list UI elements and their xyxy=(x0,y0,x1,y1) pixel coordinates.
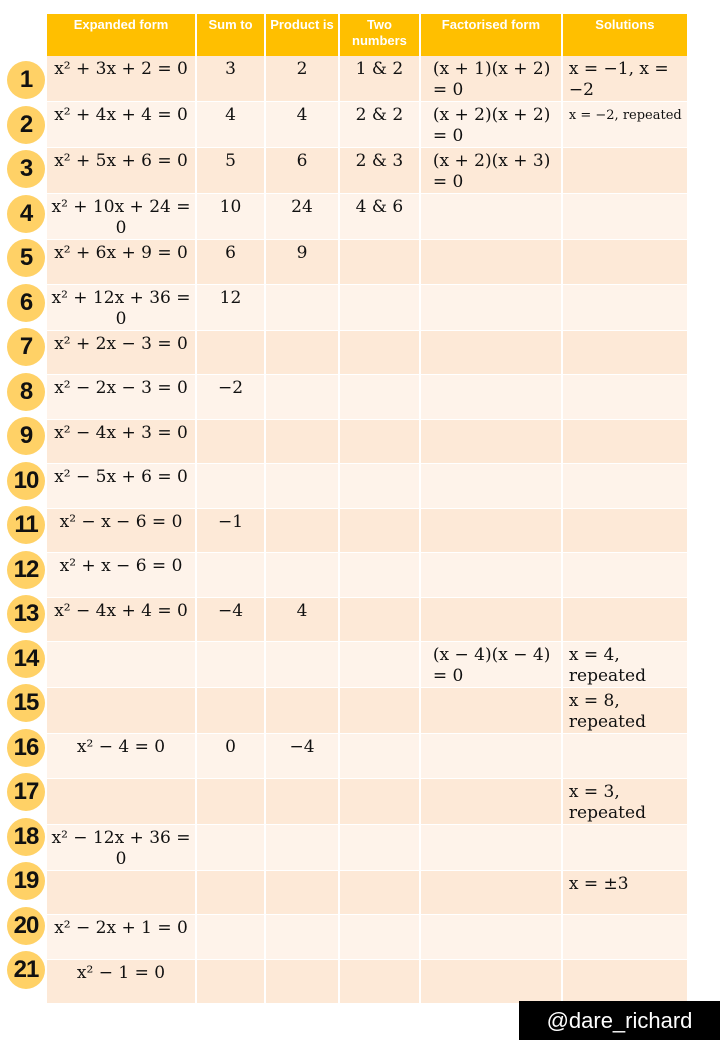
product-is-cell xyxy=(265,915,339,960)
expanded-form-cell: x² − 5x + 6 = 0 xyxy=(47,464,196,509)
two-numbers-cell xyxy=(339,824,420,870)
row-number-badge: 12 xyxy=(7,551,45,589)
expanded-form-cell xyxy=(47,778,196,824)
sum-to-cell xyxy=(196,464,265,509)
header-product-is: Product is xyxy=(265,14,339,56)
factorised-form-cell xyxy=(420,419,562,464)
solutions-cell: x = ±3 xyxy=(562,870,688,915)
sum-to-cell xyxy=(196,642,265,688)
expanded-form-cell: x² − 4x + 3 = 0 xyxy=(47,419,196,464)
product-is-cell xyxy=(265,778,339,824)
sum-to-cell: 4 xyxy=(196,102,265,148)
two-numbers-cell xyxy=(339,419,420,464)
table-row xyxy=(47,915,688,960)
sum-to-cell: 12 xyxy=(196,284,265,330)
solutions-cell: x = 4, repeated xyxy=(562,642,688,688)
row-number-badge: 11 xyxy=(7,506,45,544)
sum-to-cell: −4 xyxy=(196,597,265,642)
table-row xyxy=(47,148,688,194)
expanded-form-cell xyxy=(47,870,196,915)
sum-to-cell xyxy=(196,870,265,915)
two-numbers-cell: 2 & 2 xyxy=(339,102,420,148)
solutions-cell: x = 8, repeated xyxy=(562,688,688,734)
table-row xyxy=(47,642,688,688)
two-numbers-cell xyxy=(339,734,420,779)
factorised-form-cell xyxy=(420,194,562,240)
row-number-badge: 7 xyxy=(7,328,45,366)
solutions-cell xyxy=(562,194,688,240)
table-row xyxy=(47,240,688,285)
table-row xyxy=(47,464,688,509)
two-numbers-cell xyxy=(339,464,420,509)
product-is-cell xyxy=(265,508,339,553)
factorised-form-cell xyxy=(420,870,562,915)
sum-to-cell xyxy=(196,959,265,1004)
product-is-cell: −4 xyxy=(265,734,339,779)
header-solutions: Solutions xyxy=(562,14,688,56)
solutions-cell xyxy=(562,597,688,642)
row-number-badge: 8 xyxy=(7,373,45,411)
row-number-badge: 2 xyxy=(7,106,45,144)
table-row xyxy=(47,870,688,915)
sum-to-cell: 0 xyxy=(196,734,265,779)
sum-to-cell xyxy=(196,915,265,960)
factorised-form-cell: (x + 2)(x + 3) = 0 xyxy=(420,148,562,194)
sum-to-cell xyxy=(196,330,265,375)
table-row xyxy=(47,330,688,375)
expanded-form-cell: x² − 12x + 36 = 0 xyxy=(47,824,196,870)
expanded-form-cell: x² − x − 6 = 0 xyxy=(47,508,196,553)
sum-to-cell xyxy=(196,824,265,870)
row-number-badge: 9 xyxy=(7,417,45,455)
table-row xyxy=(47,824,688,870)
two-numbers-cell: 4 & 6 xyxy=(339,194,420,240)
solutions-cell xyxy=(562,734,688,779)
product-is-cell xyxy=(265,284,339,330)
solutions-cell xyxy=(562,915,688,960)
two-numbers-cell: 2 & 3 xyxy=(339,148,420,194)
sum-to-cell: 3 xyxy=(196,56,265,102)
sum-to-cell: 6 xyxy=(196,240,265,285)
expanded-form-cell: x² + 12x + 36 = 0 xyxy=(47,284,196,330)
product-is-cell xyxy=(265,464,339,509)
table-row xyxy=(47,778,688,824)
two-numbers-cell xyxy=(339,284,420,330)
row-number-badge: 5 xyxy=(7,239,45,277)
solutions-cell xyxy=(562,419,688,464)
expanded-form-cell: x² − 1 = 0 xyxy=(47,959,196,1004)
two-numbers-cell xyxy=(339,330,420,375)
table-row xyxy=(47,102,688,148)
factorised-form-cell xyxy=(420,959,562,1004)
factorised-form-cell: (x + 1)(x + 2) = 0 xyxy=(420,56,562,102)
header-expanded-form: Expanded form xyxy=(47,14,196,56)
product-is-cell: 4 xyxy=(265,597,339,642)
factorised-form-cell xyxy=(420,375,562,420)
two-numbers-cell xyxy=(339,915,420,960)
two-numbers-cell xyxy=(339,375,420,420)
expanded-form-cell: x² − 2x − 3 = 0 xyxy=(47,375,196,420)
expanded-form-cell: x² + 2x − 3 = 0 xyxy=(47,330,196,375)
factorised-form-cell xyxy=(420,688,562,734)
sum-to-cell xyxy=(196,778,265,824)
table-row xyxy=(47,597,688,642)
factorised-form-cell xyxy=(420,240,562,285)
row-number-badge: 21 xyxy=(7,951,45,989)
product-is-cell: 2 xyxy=(265,56,339,102)
two-numbers-cell xyxy=(339,778,420,824)
header-sum-to: Sum to xyxy=(196,14,265,56)
solutions-cell xyxy=(562,284,688,330)
two-numbers-cell xyxy=(339,959,420,1004)
factorised-form-cell: (x + 2)(x + 2) = 0 xyxy=(420,102,562,148)
sum-to-cell: 5 xyxy=(196,148,265,194)
header-two-numbers: Two numbers xyxy=(339,14,420,56)
product-is-cell xyxy=(265,375,339,420)
row-number-badge: 19 xyxy=(7,862,45,900)
expanded-form-cell xyxy=(47,688,196,734)
factorised-form-cell xyxy=(420,915,562,960)
product-is-cell xyxy=(265,959,339,1004)
two-numbers-cell: 1 & 2 xyxy=(339,56,420,102)
expanded-form-cell: x² + 3x + 2 = 0 xyxy=(47,56,196,102)
factorised-form-cell: (x − 4)(x − 4) = 0 xyxy=(420,642,562,688)
factorised-form-cell xyxy=(420,734,562,779)
factorised-form-cell xyxy=(420,553,562,598)
solutions-cell xyxy=(562,330,688,375)
table-row xyxy=(47,688,688,734)
product-is-cell xyxy=(265,553,339,598)
factorised-form-cell xyxy=(420,464,562,509)
solutions-cell xyxy=(562,148,688,194)
table-row xyxy=(47,419,688,464)
expanded-form-cell: x² + 4x + 4 = 0 xyxy=(47,102,196,148)
solutions-cell xyxy=(562,375,688,420)
solutions-cell xyxy=(562,959,688,1004)
factorised-form-cell xyxy=(420,508,562,553)
row-number-badge: 10 xyxy=(7,462,45,500)
solutions-cell xyxy=(562,508,688,553)
row-number-badge: 6 xyxy=(7,284,45,322)
row-number-badge: 14 xyxy=(7,640,45,678)
factorised-form-cell xyxy=(420,597,562,642)
solutions-cell: x = −2, repeated xyxy=(562,102,688,148)
two-numbers-cell xyxy=(339,553,420,598)
product-is-cell: 4 xyxy=(265,102,339,148)
row-number-badge: 16 xyxy=(7,729,45,767)
table-row xyxy=(47,284,688,330)
product-is-cell: 24 xyxy=(265,194,339,240)
product-is-cell xyxy=(265,330,339,375)
expanded-form-cell: x² − 4x + 4 = 0 xyxy=(47,597,196,642)
two-numbers-cell xyxy=(339,508,420,553)
row-number-badge: 15 xyxy=(7,684,45,722)
two-numbers-cell xyxy=(339,688,420,734)
expanded-form-cell: x² + 10x + 24 = 0 xyxy=(47,194,196,240)
expanded-form-cell: x² + 6x + 9 = 0 xyxy=(47,240,196,285)
solutions-cell: x = −1, x = −2 xyxy=(562,56,688,102)
sum-to-cell: 10 xyxy=(196,194,265,240)
row-number-badge: 18 xyxy=(7,818,45,856)
row-number-badge: 20 xyxy=(7,907,45,945)
solutions-cell xyxy=(562,824,688,870)
quadratics-table xyxy=(47,14,689,1004)
product-is-cell xyxy=(265,419,339,464)
expanded-form-cell: x² + 5x + 6 = 0 xyxy=(47,148,196,194)
table-row xyxy=(47,375,688,420)
row-number-badge: 4 xyxy=(7,195,45,233)
sum-to-cell: −2 xyxy=(196,375,265,420)
product-is-cell: 6 xyxy=(265,148,339,194)
table-row xyxy=(47,56,688,102)
factorised-form-cell xyxy=(420,824,562,870)
product-is-cell xyxy=(265,688,339,734)
product-is-cell xyxy=(265,870,339,915)
row-number-badge: 13 xyxy=(7,595,45,633)
table-row xyxy=(47,553,688,598)
watermark: @dare_richard xyxy=(519,1001,720,1040)
table-row xyxy=(47,959,688,1004)
row-number-badge: 17 xyxy=(7,773,45,811)
expanded-form-cell: x² − 4 = 0 xyxy=(47,734,196,779)
product-is-cell: 9 xyxy=(265,240,339,285)
sum-to-cell xyxy=(196,688,265,734)
header-row xyxy=(47,14,688,56)
expanded-form-cell: x² + x − 6 = 0 xyxy=(47,553,196,598)
table-row xyxy=(47,508,688,553)
factorised-form-cell xyxy=(420,778,562,824)
solutions-cell xyxy=(562,464,688,509)
sum-to-cell xyxy=(196,419,265,464)
two-numbers-cell xyxy=(339,870,420,915)
factorised-form-cell xyxy=(420,330,562,375)
header-factorised-form: Factorised form xyxy=(420,14,562,56)
solutions-cell: x = 3, repeated xyxy=(562,778,688,824)
row-number-badge: 1 xyxy=(7,61,45,99)
table-row xyxy=(47,194,688,240)
two-numbers-cell xyxy=(339,240,420,285)
factorised-form-cell xyxy=(420,284,562,330)
sum-to-cell: −1 xyxy=(196,508,265,553)
solutions-cell xyxy=(562,553,688,598)
expanded-form-cell xyxy=(47,642,196,688)
product-is-cell xyxy=(265,642,339,688)
solutions-cell xyxy=(562,240,688,285)
two-numbers-cell xyxy=(339,597,420,642)
table-row xyxy=(47,734,688,779)
two-numbers-cell xyxy=(339,642,420,688)
product-is-cell xyxy=(265,824,339,870)
expanded-form-cell: x² − 2x + 1 = 0 xyxy=(47,915,196,960)
row-number-badge: 3 xyxy=(7,150,45,188)
sum-to-cell xyxy=(196,553,265,598)
